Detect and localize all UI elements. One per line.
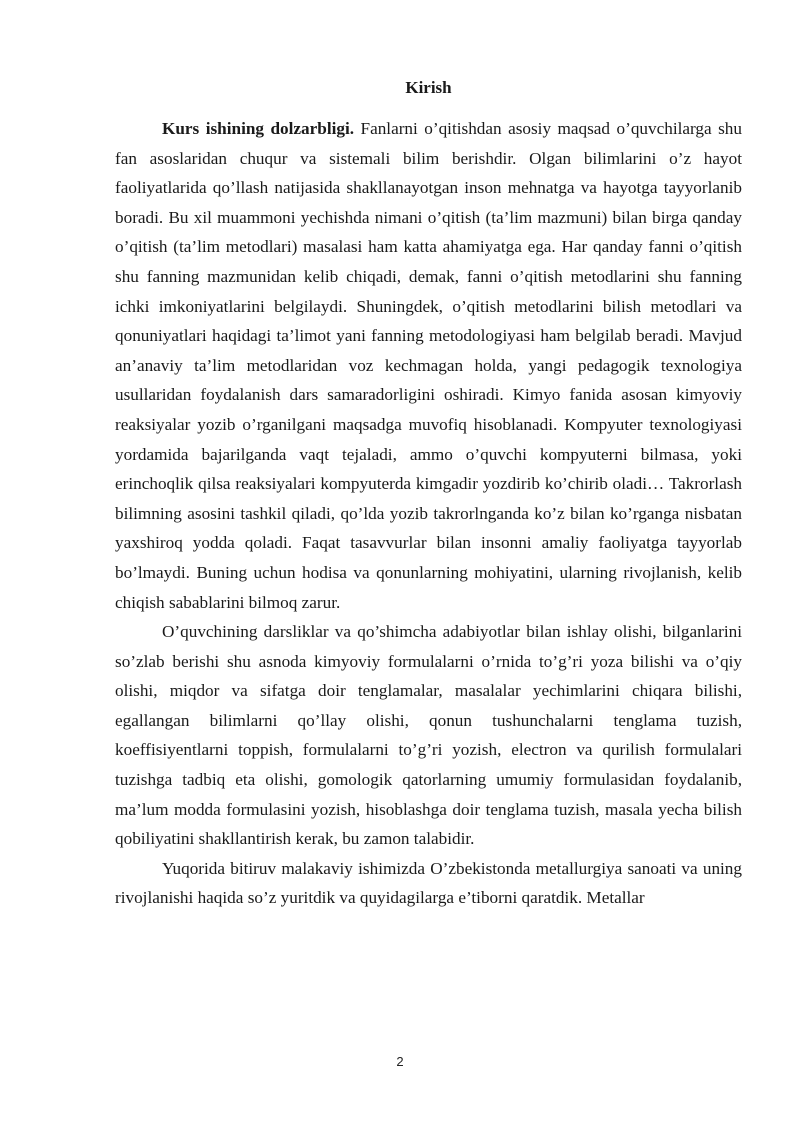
- section-title: Kirish: [405, 78, 452, 97]
- paragraph-metallurgy: [115, 854, 742, 913]
- paragraph-text: Fanlarni o’qitishdan asosiy maqsad o’quvchilarga shu fan asoslaridan chuqur va sistemali bilim berishdir. Olgan bilimlarini o’z hayot faoliyatlarida qo’llash natijasida shakllanayotgan inson mehnatga va hayotga tayyorlanib boradi. Bu xil muammoni yechishda nimani o’qitish (ta’lim mazmuni) bilan birga qanday o’qitish (ta’lim metodlari) masalasi ham katta ahamiyatga ega. Har qanday fanni o’qitish shu fanning mazmunidan kelib chiqadi, demak, fanni o’qitish metodlarini shu fanning ichki imkoniyatlarini belgilaydi. Shuningdek, o’qitish metodlarini bilish metodlari va qonuniyatlari haqidagi ta’limot yani fanning metodologiyasi ham belgilab beradi. Mavjud an’anaviy ta’lim metodlaridan voz kechmagan holda, yangi pedagogik texnologiya usullaridan foydalanish dars samaradorligini oshiradi. Kimyo fanida asosan kimyoviy reaksiyalar yozib o’rganilgani maqsadga muvofiq hisoblanadi. Kompyuter texnologiyasi yordamida bajarilganda vaqt tejaladi, ammo o’quvchi kompyuterni bilmasa, yoki erinchoqlik qilsa reaksiyalari kompyuterda kimgadir yozdirib ko’chirib oladi… Takrorlash bilimning asosini tashkil qiladi, qo’lda yozib takrorlnganda ko’z bilan ko’rganga nisbatan yaxshiroq yodda qoladi. Faqat tasavvurlar bilan insonni amaliy faoliyatga tayyorlab bo’lmaydi. Buning uchun hodisa va qonunlarning mohiyatini, ularning rivojlanish, kelib chiqish sabablarini bilmoq zarur.: [115, 119, 742, 612]
- document-page: [115, 76, 742, 913]
- paragraph-lead: Kurs ishining dolzarbligi.: [162, 119, 355, 138]
- paragraph-relevance: [115, 114, 742, 617]
- paragraph-text: O’quvchining darsliklar va qo’shimcha adabiyotlar bilan ishlay olishi, bilganlarini so’zlab berishi shu asnoda kimyoviy formulalarni o’rnida to’g’ri yoza bilishi va o’qiy olishi, miqdor va sifatga doir tenglamalar, masalalar yechimlarini chiqara bilishi, egallangan bilimlarni qo’llay olishi, qonun tushunchalarni tenglama tuzish, koeffisiyentlarni toppish, formulalarni to’g’ri yozish, electron va qurilish formulalari tuzishga tadbiq eta olishi, gomologik qatorlarning umumiy formulasidan foydalanib, ma’lum modda formulasini yozish, hisoblashga doir tenglama tuzish, masala yecha bilish qobiliyatini shakllantirish kerak, bu zamon talabidir.: [115, 622, 742, 849]
- page-number: 2: [396, 1054, 404, 1069]
- paragraph-text: Yuqorida bitiruv malakaviy ishimizda O’zbekistonda metallurgiya sanoati va uning rivojlanishi haqida so’z yuritdik va quyidagilarga e’tiborni qaratdik. Metallar: [115, 858, 742, 908]
- paragraph-student-skills: [115, 617, 742, 854]
